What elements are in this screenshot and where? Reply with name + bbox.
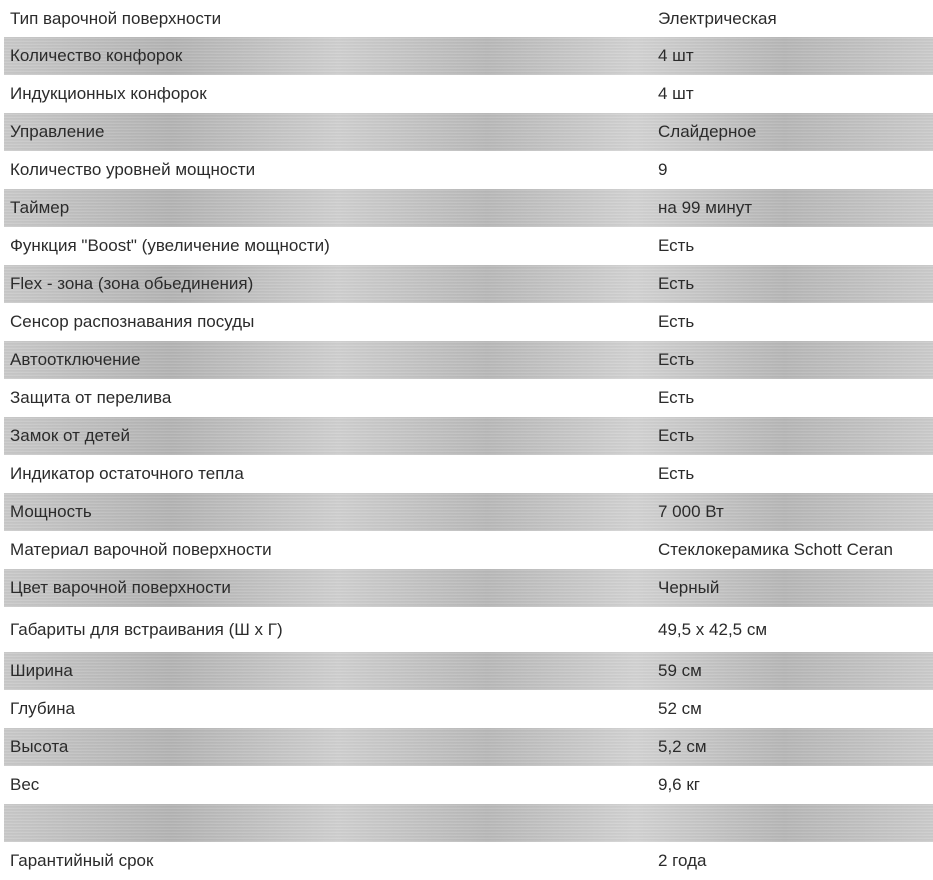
spec-value: 9 <box>658 160 668 179</box>
spec-value: 2 года <box>658 851 707 870</box>
spec-label: Управление <box>10 122 105 141</box>
spec-value: 9,6 кг <box>658 775 700 794</box>
spec-label: Вес <box>10 775 40 794</box>
spec-row <box>4 728 933 766</box>
spec-row <box>4 151 933 189</box>
spec-value: Есть <box>658 236 695 255</box>
spec-value: Есть <box>658 426 695 445</box>
spec-label: Функция "Boost" (увеличение мощности) <box>10 236 330 255</box>
spec-label: Гарантийный срок <box>10 851 154 870</box>
spec-label: Тип варочной поверхности <box>10 8 222 28</box>
spec-value: Есть <box>658 464 695 483</box>
spec-row <box>4 379 933 417</box>
spec-row <box>4 417 933 455</box>
spec-value: 5,2 см <box>658 737 707 756</box>
spec-label: Индикатор остаточного тепла <box>10 464 244 483</box>
spec-value: Есть <box>658 388 695 407</box>
spec-label: Количество уровней мощности <box>10 160 256 179</box>
spec-row <box>4 690 933 728</box>
spec-label: Защита от перелива <box>10 388 172 407</box>
spec-label: Глубина <box>10 699 75 718</box>
spec-value: Стеклокерамика Schott Ceran <box>658 540 893 559</box>
spec-value: Есть <box>658 312 695 331</box>
spec-label: Мощность <box>10 502 92 521</box>
spec-row <box>4 493 933 531</box>
spec-row <box>4 113 933 151</box>
spec-label: Количество конфорок <box>10 46 183 65</box>
spec-value: Электрическая <box>658 8 777 28</box>
spec-row <box>4 607 933 652</box>
spec-label: Материал варочной поверхности <box>10 540 272 559</box>
spec-value: Есть <box>658 274 695 293</box>
spec-value: 4 шт <box>658 84 694 103</box>
spec-row <box>4 842 933 880</box>
spec-row <box>4 75 933 113</box>
spec-value: Слайдерное <box>658 122 757 141</box>
spec-label: Flex - зона (зона обьединения) <box>10 274 254 293</box>
spec-row <box>4 531 933 569</box>
spec-value: 59 см <box>658 661 702 680</box>
spec-label: Габариты для встраивания (Ш х Г) <box>10 619 283 639</box>
spec-row <box>4 189 933 227</box>
spec-row <box>4 652 933 690</box>
spec-label: Сенсор распознавания посуды <box>10 312 255 331</box>
spec-row <box>4 227 933 265</box>
spec-row <box>4 455 933 493</box>
spec-row-empty <box>4 804 933 842</box>
spec-row <box>4 0 933 37</box>
spec-row <box>4 341 933 379</box>
spec-label: Цвет варочной поверхности <box>10 578 231 597</box>
spec-label: Ширина <box>10 661 73 680</box>
spec-value: 7 000 Вт <box>658 502 724 521</box>
spec-value: 4 шт <box>658 46 694 65</box>
spec-value: 52 см <box>658 699 702 718</box>
spec-label: Индукционных конфорок <box>10 84 207 103</box>
spec-row <box>4 303 933 341</box>
spec-value: Черный <box>658 578 720 597</box>
spec-row <box>4 569 933 607</box>
spec-label: Автоотключение <box>10 350 141 369</box>
spec-row <box>4 37 933 75</box>
spec-label: Высота <box>10 737 69 756</box>
spec-row <box>4 766 933 804</box>
spec-label: Замок от детей <box>10 426 130 445</box>
spec-value: 49,5 х 42,5 см <box>658 619 768 639</box>
spec-label: Таймер <box>10 198 70 217</box>
spec-value: на 99 минут <box>658 198 753 217</box>
spec-value: Есть <box>658 350 695 369</box>
spec-row <box>4 265 933 303</box>
